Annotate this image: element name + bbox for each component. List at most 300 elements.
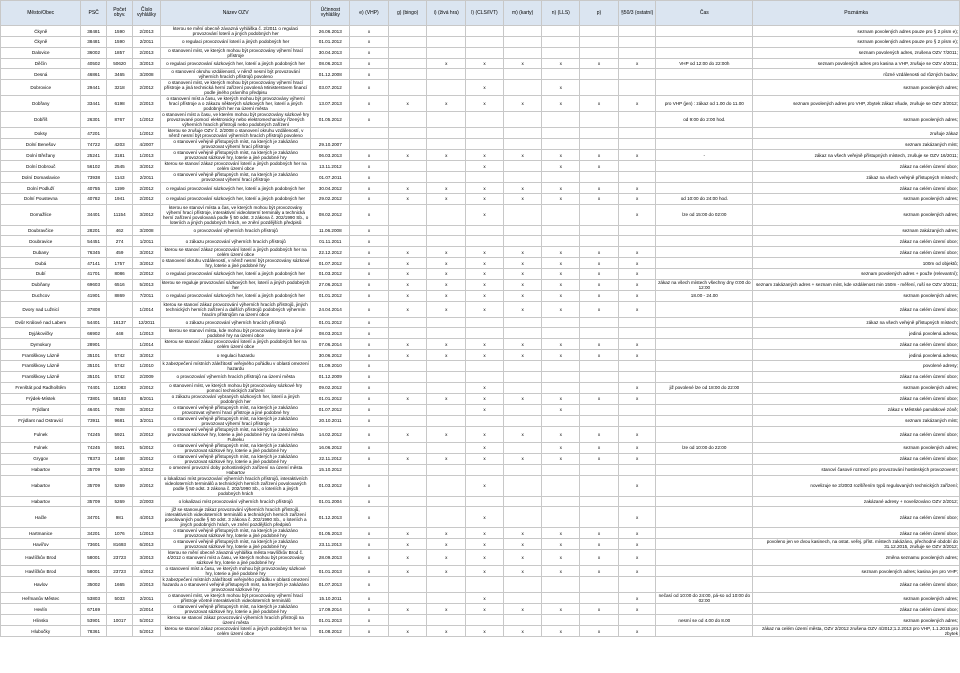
table-cell: x — [350, 593, 389, 604]
table-cell: 01.01.2012 — [311, 290, 350, 301]
table-cell — [656, 404, 753, 415]
table-cell: 17.09.2014 — [311, 604, 350, 615]
table-cell: x — [618, 290, 656, 301]
table-cell: 76345 — [81, 247, 106, 258]
table-cell — [542, 382, 580, 393]
table-cell — [618, 225, 656, 236]
table-cell: 29441 — [81, 80, 106, 96]
table-cell: x — [503, 528, 542, 539]
table-cell: x — [388, 453, 427, 464]
table-cell: zákaz na celém území obce; — [753, 507, 960, 528]
table-cell: x — [427, 247, 466, 258]
table-cell: 01.01.2013 — [311, 615, 350, 626]
table-cell: x — [350, 290, 389, 301]
table-cell: 13.11.2012 — [311, 161, 350, 172]
table-row — [1, 626, 960, 637]
table-cell — [503, 47, 542, 58]
table-cell: x — [542, 301, 580, 317]
table-cell: x — [580, 58, 619, 69]
table-cell — [503, 404, 542, 415]
table-cell: x — [466, 604, 504, 615]
table-cell: x — [580, 604, 619, 615]
table-cell: povoleno jen ve dvou kasinech, na ostat. veřej. příst. místech zakázáno, přechodné období do 31.12.2015, zrušuje se OZV 3/2012; — [753, 539, 960, 550]
table-cell: 09.02.2012 — [311, 382, 350, 393]
table-cell: 3/2008 — [133, 69, 160, 80]
table-row — [1, 442, 960, 453]
table-cell: 981 — [106, 507, 132, 528]
table-cell: seznam zakázaných míst; — [753, 415, 960, 426]
table-cell: 6198 — [106, 96, 132, 112]
table-cell: x — [350, 577, 389, 593]
table-cell: 27.06.2013 — [311, 279, 350, 290]
table-cell — [427, 47, 466, 58]
table-row — [1, 161, 960, 172]
table-cell: o zákazu provozování vybraných sázkových her, loterií a jiných podobných her — [160, 393, 311, 404]
table-cell: 2/2011 — [133, 37, 160, 48]
table-cell: lze od 15:00 do 02:00 — [656, 204, 753, 225]
table-cell: x — [503, 550, 542, 566]
table-row — [1, 539, 960, 550]
table-row — [1, 150, 960, 161]
table-cell — [656, 139, 753, 150]
table-cell — [427, 225, 466, 236]
table-cell: seznam povolených adres; — [753, 194, 960, 205]
table-cell: x — [427, 528, 466, 539]
table-cell: x — [618, 593, 656, 604]
table-cell: 07.06.2014 — [311, 339, 350, 350]
table-cell: x — [388, 350, 427, 361]
table-cell: povolené adresy; — [753, 360, 960, 371]
table-cell: k zabezpečení místních záležitostí veřejného pořádku v oblasti omezení hazardu — [160, 360, 311, 371]
table-cell: 01.12.2013 — [311, 507, 350, 528]
table-cell: x — [466, 161, 504, 172]
table-cell — [388, 204, 427, 225]
table-cell: x — [580, 161, 619, 172]
table-cell: 1/2013 — [133, 150, 160, 161]
table-cell: kterou se mění obecně závazná vyhláška města Havlíčkův Brod č. 4/2012 o stanovení míst a času, ve kterých mohou být provozovány sázkové hry, loterie a jiné podobné hry — [160, 550, 311, 566]
table-cell: 40755 — [81, 183, 106, 194]
table-cell: x — [580, 183, 619, 194]
table-cell: kterou se stanoví zákaz provozování loterií a jiných podobných her na celém území obce — [160, 161, 311, 172]
table-cell: Čkyně — [1, 37, 81, 48]
table-cell — [618, 328, 656, 339]
table-cell — [503, 615, 542, 626]
table-cell — [388, 475, 427, 496]
table-cell: x — [503, 453, 542, 464]
table-cell: 1/2014 — [133, 301, 160, 317]
table-cell: o stanovení okruhu vzdáleností, v němž nesmí být provozovány sázkové hry, loterie a jiné podobné hry — [161, 258, 310, 269]
table-cell: x — [466, 350, 504, 361]
table-cell: 01.01.2004 — [311, 496, 350, 507]
table-cell — [106, 339, 132, 350]
table-cell: 28901 — [81, 339, 106, 350]
table-cell: seznam povolených adres pouze pro § 2 písm e); — [753, 26, 960, 37]
table-cell — [656, 475, 753, 496]
table-cell: x — [618, 183, 656, 194]
table-cell — [466, 236, 504, 247]
table-cell: zákaz na celém území obce; — [753, 371, 960, 382]
table-cell: o stanovení veřejně přístupných míst, na kterých je zakázáno provozovat výherní hrací přístroje — [160, 172, 311, 183]
table-cell: o stanovení veřejně přístupných míst, na kterých je zakázáno provozovat sázkové hry, loterie a jiné podobné hry — [160, 150, 311, 161]
table-cell: Dymokury — [1, 339, 81, 350]
table-cell: x — [503, 247, 542, 258]
table-cell — [388, 128, 427, 139]
table-cell: zákaz na celém území obce; — [753, 301, 960, 317]
table-cell: 01.05.2012 — [311, 112, 350, 128]
table-cell: 22.12.2012 — [311, 247, 350, 258]
table-cell: 14.02.2012 — [311, 426, 350, 442]
table-cell: seznam povolených adres pro VHP, zbytek zákaz všude, zrušuje se OZV 3/2012; — [753, 96, 960, 112]
table-cell — [427, 139, 466, 150]
table-cell — [542, 371, 580, 382]
table-cell: 35101 — [81, 350, 106, 361]
table-cell: x — [427, 426, 466, 442]
table-cell — [618, 464, 656, 475]
table-cell: 2/2012 — [133, 382, 160, 393]
table-cell — [106, 626, 132, 637]
table-cell: 1199 — [106, 183, 132, 194]
table-cell — [427, 442, 466, 453]
table-cell: Havlov — [1, 577, 81, 593]
table-cell: x — [427, 301, 466, 317]
table-cell — [388, 464, 427, 475]
table-cell: x — [618, 550, 656, 566]
table-cell — [580, 47, 619, 58]
table-cell: x — [466, 204, 504, 225]
table-cell: zákaz na celém území obce; — [753, 577, 960, 593]
table-cell: 5742 — [106, 360, 132, 371]
table-cell — [580, 172, 619, 183]
table-cell: zákaz v Městské památkové zóně; — [753, 404, 960, 415]
table-cell: x — [388, 183, 427, 194]
table-cell — [427, 371, 466, 382]
table-cell: x — [618, 539, 656, 550]
table-cell: x — [427, 566, 466, 577]
table-cell — [656, 301, 753, 317]
table-cell — [580, 139, 619, 150]
table-cell — [427, 112, 466, 128]
table-row — [1, 404, 960, 415]
table-cell — [503, 464, 542, 475]
table-row — [1, 615, 960, 626]
table-cell: 8/2011 — [133, 393, 160, 404]
table-cell — [580, 496, 619, 507]
table-cell: x — [542, 626, 580, 637]
table-cell: x — [466, 150, 504, 161]
table-cell: 15.10.2012 — [311, 464, 350, 475]
table-cell: 36002 — [81, 47, 106, 58]
table-cell: Dubany — [1, 247, 81, 258]
table-cell — [427, 80, 466, 96]
table-cell — [580, 404, 619, 415]
table-cell: 2/2012 — [133, 194, 160, 205]
table-cell — [656, 328, 753, 339]
table-cell: x — [503, 150, 542, 161]
table-cell: 29.02.2012 — [311, 194, 350, 205]
table-cell: Habartov — [1, 496, 81, 507]
table-cell: Desná — [1, 69, 81, 80]
table-cell: x — [350, 393, 389, 404]
table-cell: kterou se stanoví místa a čas, ve kterých mohou být provozovány výherní hrací přístroje, interaktivní videoloterní terminály a technická herní zařízení povolovaná podle § 50 odst. 3 zákona č. 202/1990 Sb., o loteriích a jiných podobných hrách, ve znění pozdějších předpisů — [160, 204, 311, 225]
table-cell: seznam povolených adres; — [753, 593, 960, 604]
table-cell — [542, 415, 580, 426]
table-cell: 1143 — [106, 172, 132, 183]
table-cell: x — [427, 96, 466, 112]
table-cell: 01.08.2012 — [311, 626, 350, 637]
table-cell — [656, 539, 753, 550]
table-cell — [388, 577, 427, 593]
table-cell: 53901 — [81, 615, 106, 626]
table-cell: Hartmanice — [1, 528, 81, 539]
table-cell: x — [466, 550, 504, 566]
table-cell: 5269 — [106, 464, 132, 475]
table-cell — [350, 139, 389, 150]
table-cell: x — [503, 604, 542, 615]
table-cell: Domažlice — [1, 204, 81, 225]
table-cell — [503, 112, 542, 128]
table-cell: seznam povolených adres + použe (relevantní); — [753, 269, 960, 280]
table-cell: x — [388, 426, 427, 442]
table-cell: x — [542, 528, 580, 539]
table-cell: x — [542, 539, 580, 550]
table-cell — [580, 317, 619, 328]
table-cell: 5/2013 — [133, 279, 160, 290]
table-cell: 1665 — [106, 577, 132, 593]
table-cell — [466, 112, 504, 128]
table-row — [1, 328, 960, 339]
table-cell: x — [542, 604, 580, 615]
table-cell — [503, 593, 542, 604]
table-cell: 1468 — [106, 453, 132, 464]
table-cell: x — [542, 161, 580, 172]
table-cell — [656, 269, 753, 280]
table-row — [1, 204, 960, 225]
table-cell: 2/2012 — [133, 80, 160, 96]
table-cell: 40782 — [81, 194, 106, 205]
table-row — [1, 496, 960, 507]
table-cell — [618, 128, 656, 139]
table-cell: x — [618, 528, 656, 539]
table-cell — [656, 464, 753, 475]
table-cell — [656, 415, 753, 426]
table-cell — [580, 464, 619, 475]
table-cell: x — [466, 194, 504, 205]
table-cell — [542, 615, 580, 626]
table-cell: x — [618, 58, 656, 69]
table-cell: x — [350, 328, 389, 339]
table-cell — [542, 475, 580, 496]
table-cell — [427, 615, 466, 626]
table-cell — [427, 464, 466, 475]
table-cell: 3181 — [106, 150, 132, 161]
table-cell: 2/2012 — [133, 183, 160, 194]
table-cell: 3/2011 — [133, 415, 160, 426]
table-cell: 459 — [106, 247, 132, 258]
table-cell: 2/2009 — [133, 371, 160, 382]
table-cell: 01.05.2013 — [311, 528, 350, 539]
table-cell: x — [503, 269, 542, 280]
table-cell — [503, 26, 542, 37]
table-cell — [388, 139, 427, 150]
table-cell: 54451 — [81, 236, 106, 247]
table-cell: 46861 — [81, 69, 106, 80]
table-row — [1, 269, 960, 280]
header-cell: Název OZV — [160, 1, 311, 26]
table-cell: x — [542, 426, 580, 442]
table-cell: x — [350, 236, 389, 247]
table-cell: 15.10.2011 — [311, 593, 350, 604]
table-cell: o regulaci provozování sázkových her, loterií a jiných podobných her — [160, 290, 311, 301]
table-cell — [350, 128, 389, 139]
table-cell: zákaz na celém území obce; — [753, 528, 960, 539]
table-cell: Dolní Benešov — [1, 139, 81, 150]
table-cell: x — [350, 150, 389, 161]
table-row — [1, 301, 960, 317]
table-cell: 11083 — [106, 382, 132, 393]
table-cell — [656, 566, 753, 577]
table-cell: různé vzdálenosti od různých budov; — [753, 69, 960, 80]
table-cell: x — [580, 393, 619, 404]
table-cell: kterou se stanoví zákaz provozování výherních hracích přístrojů, jiných technických herních zařízení a dalších přístrojů podobných výherním hracím přístrojům na území obce — [160, 301, 311, 317]
table-cell: 47201 — [81, 128, 106, 139]
table-cell: x — [427, 290, 466, 301]
table-cell — [542, 317, 580, 328]
table-row — [1, 393, 960, 404]
table-cell: x — [618, 96, 656, 112]
table-cell: o stanovení míst a času, ve kterých mohou být provozovány výherní hrací přístroje a o zákazu některých sázkových her, loterií a jiných podobných her na území města — [160, 96, 311, 112]
table-cell: 23723 — [106, 566, 132, 577]
table-cell: x — [388, 604, 427, 615]
table-cell: x — [466, 247, 504, 258]
table-cell: x — [542, 290, 580, 301]
table-cell: 8869 — [106, 290, 132, 301]
table-cell: x — [618, 382, 656, 393]
table-cell: x — [618, 279, 656, 290]
table-cell: x — [542, 339, 580, 350]
table-cell: x — [580, 566, 619, 577]
table-cell — [618, 415, 656, 426]
table-cell: 6516 — [106, 279, 132, 290]
table-cell: 10017 — [106, 615, 132, 626]
table-cell: x — [580, 426, 619, 442]
table-cell — [656, 258, 753, 269]
table-cell: x — [466, 442, 504, 453]
table-cell — [388, 328, 427, 339]
table-cell: 33441 — [81, 96, 106, 112]
table-cell: seznam povolených adres; — [753, 112, 960, 128]
table-cell — [466, 615, 504, 626]
table-cell: seznam povolených adres; — [753, 382, 960, 393]
table-cell — [580, 128, 619, 139]
table-cell: x — [542, 350, 580, 361]
table-cell: 35101 — [81, 360, 106, 371]
table-cell: 2/2003 — [133, 496, 160, 507]
table-cell: x — [580, 539, 619, 550]
table-cell: seznam povolených adres pro kasina a VHP, zrušuje se OZV 4/2011; — [753, 58, 960, 69]
table-cell: x — [466, 96, 504, 112]
table-cell — [466, 415, 504, 426]
table-cell: x — [618, 339, 656, 350]
table-row — [1, 58, 960, 69]
table-cell: x — [388, 539, 427, 550]
table-cell: 3/2008 — [133, 225, 160, 236]
table-cell: zákaz na všech místech všechny dny 0:00 do 12:00 — [656, 279, 753, 290]
table-cell — [503, 328, 542, 339]
table-cell: 1/2010 — [133, 360, 160, 371]
table-cell — [466, 577, 504, 593]
table-cell: o stanovení veřejně přístupných míst, na kterých je zakázáno provozovat sázkové hry, loterie a jiné podobné hry — [160, 604, 311, 615]
table-cell — [427, 161, 466, 172]
table-cell: x — [350, 301, 389, 317]
table-cell: x — [618, 247, 656, 258]
table-cell: x — [350, 58, 389, 69]
table-cell — [503, 236, 542, 247]
table-cell: x — [350, 80, 389, 96]
table-cell: 3/2012 — [133, 247, 160, 258]
table-cell: Dobrovice — [1, 80, 81, 96]
table-cell — [466, 317, 504, 328]
table-cell — [580, 360, 619, 371]
table-cell: 01.07.2011 — [311, 172, 350, 183]
table-cell — [618, 615, 656, 626]
table-cell — [427, 360, 466, 371]
table-cell: Dubí — [1, 269, 81, 280]
table-cell: 9681 — [106, 415, 132, 426]
table-cell — [503, 475, 542, 496]
table-cell: 4/2007 — [133, 139, 160, 150]
table-cell: 20.10.2011 — [311, 415, 350, 426]
table-cell: 41701 — [81, 269, 106, 280]
table-row — [1, 566, 960, 577]
table-cell — [542, 112, 580, 128]
table-cell: o stanovení míst, ve kterých mohou být provozovány výherní hrací přístroje a jiná technická herní zařízení povolená Ministerstvem financí podle jiného právního předpisu — [160, 80, 311, 96]
table-cell: 11.06.2008 — [311, 225, 350, 236]
table-cell: x — [388, 339, 427, 350]
table-cell: 74722 — [81, 139, 106, 150]
table-cell: x — [388, 550, 427, 566]
table-cell: 3/2012 — [133, 464, 160, 475]
table-cell: kterou se stanoví zákaz provozování loterií a jiných podobných her na celém území obce — [160, 339, 311, 350]
table-cell: seznam povolených adres; — [753, 80, 960, 96]
table-cell: x — [388, 566, 427, 577]
table-cell: 22.11.2012 — [311, 453, 350, 464]
table-cell: seznam povolených adres; — [753, 290, 960, 301]
table-cell — [427, 172, 466, 183]
table-cell: 2545 — [106, 161, 132, 172]
table-cell: x — [350, 550, 389, 566]
table-row — [1, 415, 960, 426]
table-cell: Frýdek-Místek — [1, 393, 81, 404]
table-cell: stanoví časové rozmezí pro provozování hostinských provozoven!!; — [753, 464, 960, 475]
table-cell: kterou se stanoví zákaz provozování loterií a jiných podobných her na celém území obce — [160, 247, 311, 258]
table-cell: o stanovení okruhu vzdáleností, v němž nesmí být provozování výherních hracích přístrojů povoleno — [160, 69, 311, 80]
table-cell: o regulaci provozování sázkových her, loterií a jiných podobných her — [160, 183, 311, 194]
table-cell: x — [350, 382, 389, 393]
table-cell — [466, 371, 504, 382]
table-cell — [542, 69, 580, 80]
table-cell: 5921 — [106, 426, 132, 442]
table-cell: x — [503, 58, 542, 69]
table-cell: x — [350, 69, 389, 80]
table-cell: Havlíčkův Brod — [1, 566, 81, 577]
table-cell — [580, 225, 619, 236]
header-cell: l) (CLS/IVT) — [466, 1, 504, 26]
table-cell: x — [350, 507, 389, 528]
table-cell: x — [618, 475, 656, 496]
table-cell: 35709 — [81, 464, 106, 475]
table-cell: x — [350, 269, 389, 280]
table-cell: x — [350, 317, 389, 328]
